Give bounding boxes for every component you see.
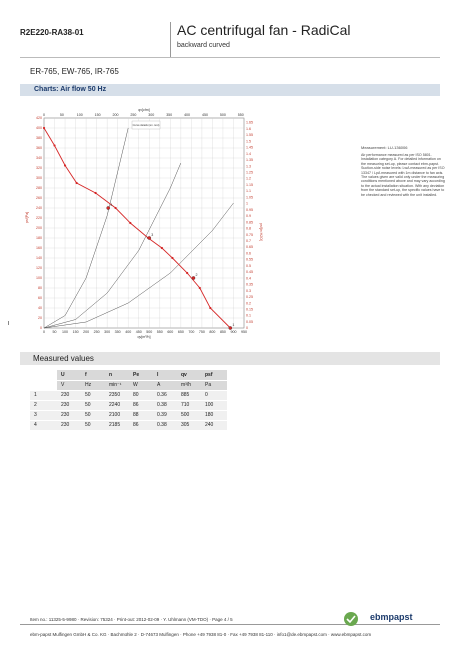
table-cell: 240	[201, 420, 227, 430]
table-cell: 885	[177, 390, 201, 400]
row-index: 2	[30, 400, 57, 410]
y-tick-label: 180	[36, 236, 42, 241]
right-tick-label: 0	[246, 326, 248, 331]
curve-point	[171, 257, 173, 259]
curve-point	[76, 182, 78, 184]
table-units-row	[30, 380, 227, 390]
right-tick-label: 1.05	[246, 195, 253, 200]
right-tick-label: 0.5	[246, 263, 251, 268]
table-row	[30, 400, 227, 410]
table-cell: 230	[57, 420, 81, 430]
y-tick-label: 280	[36, 186, 42, 191]
table-cell: 86	[129, 400, 153, 410]
right-tick-label: 1.45	[246, 145, 253, 150]
unit-cell: V	[57, 380, 81, 390]
right-tick-label: 0.95	[246, 207, 253, 212]
x-tick-label: 200	[83, 330, 90, 334]
header-cell: Pe	[129, 370, 153, 380]
x-tick-label: 250	[93, 330, 100, 334]
unit-cell: A	[153, 380, 177, 390]
row-index: 4	[30, 420, 57, 430]
right-tick-label: 0.3	[246, 288, 251, 293]
curve-point	[53, 144, 55, 146]
x-tick-label: 350	[114, 330, 121, 334]
right-tick-label: 1.6	[246, 126, 251, 131]
table-cell: 88	[129, 410, 153, 420]
table-cell: 230	[57, 410, 81, 420]
table-cell: 2240	[105, 400, 129, 410]
y-tick-label: 420	[36, 116, 42, 121]
y-tick-label: 380	[36, 136, 42, 141]
x-tick-label: 950	[241, 330, 247, 334]
right-tick-label: 1.2	[246, 176, 251, 181]
right-tick-label: 0.4	[246, 276, 251, 281]
y-tick-label: 260	[36, 196, 42, 201]
y-tick-label: 100	[36, 276, 42, 281]
right-tick-label: 1.35	[246, 158, 253, 163]
x-tick-label: 0	[43, 330, 45, 334]
footer-divider	[20, 624, 440, 625]
y-tick-label: 80	[38, 286, 42, 291]
right-tick-label: 1.3	[246, 164, 251, 169]
y-tick-label: 60	[38, 296, 42, 301]
right-tick-label: 0.55	[246, 257, 253, 262]
right-tick-label: 1	[246, 201, 248, 206]
table-row	[30, 420, 227, 430]
green-tech-icon	[340, 610, 362, 628]
right-tick-label: 1.25	[246, 170, 253, 175]
right-tick-label: 0.8	[246, 226, 251, 231]
x-tick-label: 550	[156, 330, 163, 334]
operating-point-label: 3	[151, 233, 154, 237]
footer-item-line: Item no.: 11325-5-9980 · Revision: 75324 · Print-out: 2012-02-09 · Y. Uhlmann (VM-TDO) · Page 4 / 5	[30, 617, 233, 622]
right-tick-label: 0.9	[246, 214, 251, 219]
table-corner	[30, 380, 57, 390]
table-header-row	[30, 370, 227, 380]
x-tick-label: 650	[177, 330, 184, 334]
measurement-notes: Air performance measured as per ISO 5801. Installation category A. For detailed information on the measuring set-up, please contact ebm-papst. Suction-side noise levels: LwA measured as per ISO 13347 / LpA measured with 1m distance to fan axis. The values given are valid only under the measuring conditions mentioned above and may vary according to the actual installation situation. With any deviation from the standard set-up, the specific values have to be checked and reviewed with the unit installed.	[361, 153, 445, 197]
curve-point	[199, 287, 201, 289]
y-tick-label: 20	[38, 316, 42, 321]
y-tick-label: 300	[36, 176, 42, 181]
y-tick-label: 160	[36, 246, 42, 251]
table-cell: 50	[81, 390, 105, 400]
table-cell: 230	[57, 390, 81, 400]
x-tick-label: 400	[125, 330, 132, 334]
top-axis-label: qv[cfm]	[138, 108, 150, 112]
right-tick-label: 0.2	[246, 301, 251, 306]
table-cell: 710	[177, 400, 201, 410]
unit-cell: m³/h	[177, 380, 201, 390]
curve-point	[43, 127, 45, 129]
x-tick-label: 450	[135, 330, 142, 334]
curve-point	[114, 207, 116, 209]
curve-point	[161, 247, 163, 249]
table-cell: 80	[129, 390, 153, 400]
x-tick-label: 500	[146, 330, 153, 334]
left-axis-label: psf[Pa]	[25, 211, 29, 223]
table-row	[30, 410, 227, 420]
right-tick-label: 1.55	[246, 133, 253, 138]
table-cell: 230	[57, 400, 81, 410]
table-cell: 2350	[105, 390, 129, 400]
type-variants: ER-765, EW-765, IR-765	[30, 67, 119, 76]
y-tick-label: 0	[40, 326, 42, 331]
y-tick-label: 320	[36, 166, 42, 171]
right-tick-label: 0.65	[246, 245, 253, 250]
y-tick-label: 140	[36, 256, 42, 261]
top-tick-label: 100	[76, 113, 83, 117]
table-cell: 0.36	[153, 390, 177, 400]
footer-address: ebm-papst Mulfingen GmbH & Co. KG · Bachmühle 2 · D-74673 Mulfingen · Phone +49 7938 81-0 · Fax +49 7938 81-110 · info1@de.ebmpapst.com · www.ebmpapst.com	[30, 632, 372, 637]
plot-area	[44, 118, 244, 328]
unit-cell: min⁻¹	[105, 380, 129, 390]
table-row	[30, 390, 227, 400]
row-index: 1	[30, 390, 57, 400]
operating-point-label: 1	[232, 323, 235, 327]
unit-cell: Hz	[81, 380, 105, 390]
table-corner	[30, 370, 57, 380]
y-tick-label: 200	[36, 226, 42, 231]
header-cell: I	[153, 370, 177, 380]
curve-point	[129, 222, 131, 224]
table-cell: 50	[81, 400, 105, 410]
x-tick-label: 100	[62, 330, 69, 334]
top-tick-label: 250	[130, 113, 137, 117]
y-tick-label: 240	[36, 206, 42, 211]
table-cell: 50	[81, 410, 105, 420]
table-cell: 0.38	[153, 400, 177, 410]
right-tick-label: 0.6	[246, 251, 251, 256]
legend-note: Curve details (sm. text)	[132, 124, 160, 127]
right-tick-label: 0.45	[246, 270, 253, 275]
y-tick-label: 220	[36, 216, 42, 221]
x-tick-label: 150	[72, 330, 79, 334]
top-tick-label: 300	[148, 113, 155, 117]
top-tick-label: 500	[219, 113, 226, 117]
header-cell: qv	[177, 370, 201, 380]
table-cell: 86	[129, 420, 153, 430]
product-subtitle: backward curved	[177, 42, 230, 49]
table-cell: 0	[201, 390, 227, 400]
header-separator	[170, 22, 171, 58]
x-tick-label: 800	[209, 330, 216, 334]
measured-values-table	[30, 370, 227, 431]
table-cell: 100	[201, 400, 227, 410]
right-tick-label: 0.75	[246, 232, 253, 237]
table-cell: 0.38	[153, 420, 177, 430]
x-tick-label: 50	[52, 330, 57, 334]
x-tick-label: 700	[188, 330, 195, 334]
curve-point	[209, 307, 211, 309]
top-tick-label: 450	[201, 113, 208, 117]
header-cell: psf	[201, 370, 227, 380]
y-tick-label: 120	[36, 266, 42, 271]
ebmpapst-logo: ebmpapst	[370, 612, 413, 622]
curve-point	[94, 192, 96, 194]
top-tick-label: 150	[94, 113, 101, 117]
right-tick-label: 0.85	[246, 220, 253, 225]
table-cell: 500	[177, 410, 201, 420]
table-cell: 180	[201, 410, 227, 420]
table-cell: 0.39	[153, 410, 177, 420]
right-tick-label: 0.05	[246, 319, 253, 324]
x-tick-label: 300	[104, 330, 111, 334]
top-tick-label: 200	[112, 113, 119, 117]
y-tick-label: 340	[36, 156, 42, 161]
x-tick-label: 900	[230, 330, 237, 334]
header-cell: f	[81, 370, 105, 380]
product-title: AC centrifugal fan - RadiCal	[177, 22, 351, 38]
unit-cell: Pa	[201, 380, 227, 390]
right-tick-label: 1.65	[246, 120, 253, 125]
header-divider	[20, 57, 440, 58]
table-cell: 50	[81, 420, 105, 430]
measurement-heading: Measurement: LU-136006	[361, 145, 408, 150]
y-tick-label: 400	[36, 126, 42, 131]
table-cell: 2100	[105, 410, 129, 420]
right-tick-label: 1.5	[246, 139, 251, 144]
top-tick-label: 400	[184, 113, 191, 117]
right-axis-label: psf[in H2O]	[259, 223, 263, 241]
curve-point	[64, 164, 66, 166]
x-tick-label: 850	[219, 330, 226, 334]
right-tick-label: 0.15	[246, 307, 253, 312]
top-tick-label: 350	[166, 113, 173, 117]
right-tick-label: 1.4	[246, 151, 251, 156]
operating-point-label: 4	[110, 203, 113, 207]
product-code: R2E220-RA38-01	[20, 28, 84, 37]
operating-point-label: 2	[195, 273, 198, 277]
y-tick-label: 360	[36, 146, 42, 151]
bottom-axis-label: qv[m³/h]	[137, 335, 151, 339]
x-tick-label: 750	[198, 330, 205, 334]
measured-values-title: Measured values	[33, 354, 94, 363]
top-tick-label: 550	[237, 113, 244, 117]
right-tick-label: 0.35	[246, 282, 253, 287]
airflow-chart	[22, 100, 262, 340]
right-tick-label: 1.15	[246, 182, 253, 187]
top-tick-label: 50	[59, 113, 64, 117]
y-tick-label: 40	[38, 306, 42, 311]
header-cell: U	[57, 370, 81, 380]
section-title: Charts: Air flow 50 Hz	[34, 86, 107, 93]
right-tick-label: 0.7	[246, 239, 251, 244]
table-cell: 305	[177, 420, 201, 430]
table-cell: 2185	[105, 420, 129, 430]
right-tick-label: 0.25	[246, 295, 253, 300]
right-tick-label: 1.1	[246, 189, 251, 194]
margin-mark	[8, 321, 9, 325]
x-tick-label: 600	[167, 330, 174, 334]
top-tick-label: 0	[43, 113, 45, 117]
header-cell: n	[105, 370, 129, 380]
row-index: 3	[30, 410, 57, 420]
unit-cell: W	[129, 380, 153, 390]
right-tick-label: 0.1	[246, 313, 251, 318]
curve-point	[186, 272, 188, 274]
